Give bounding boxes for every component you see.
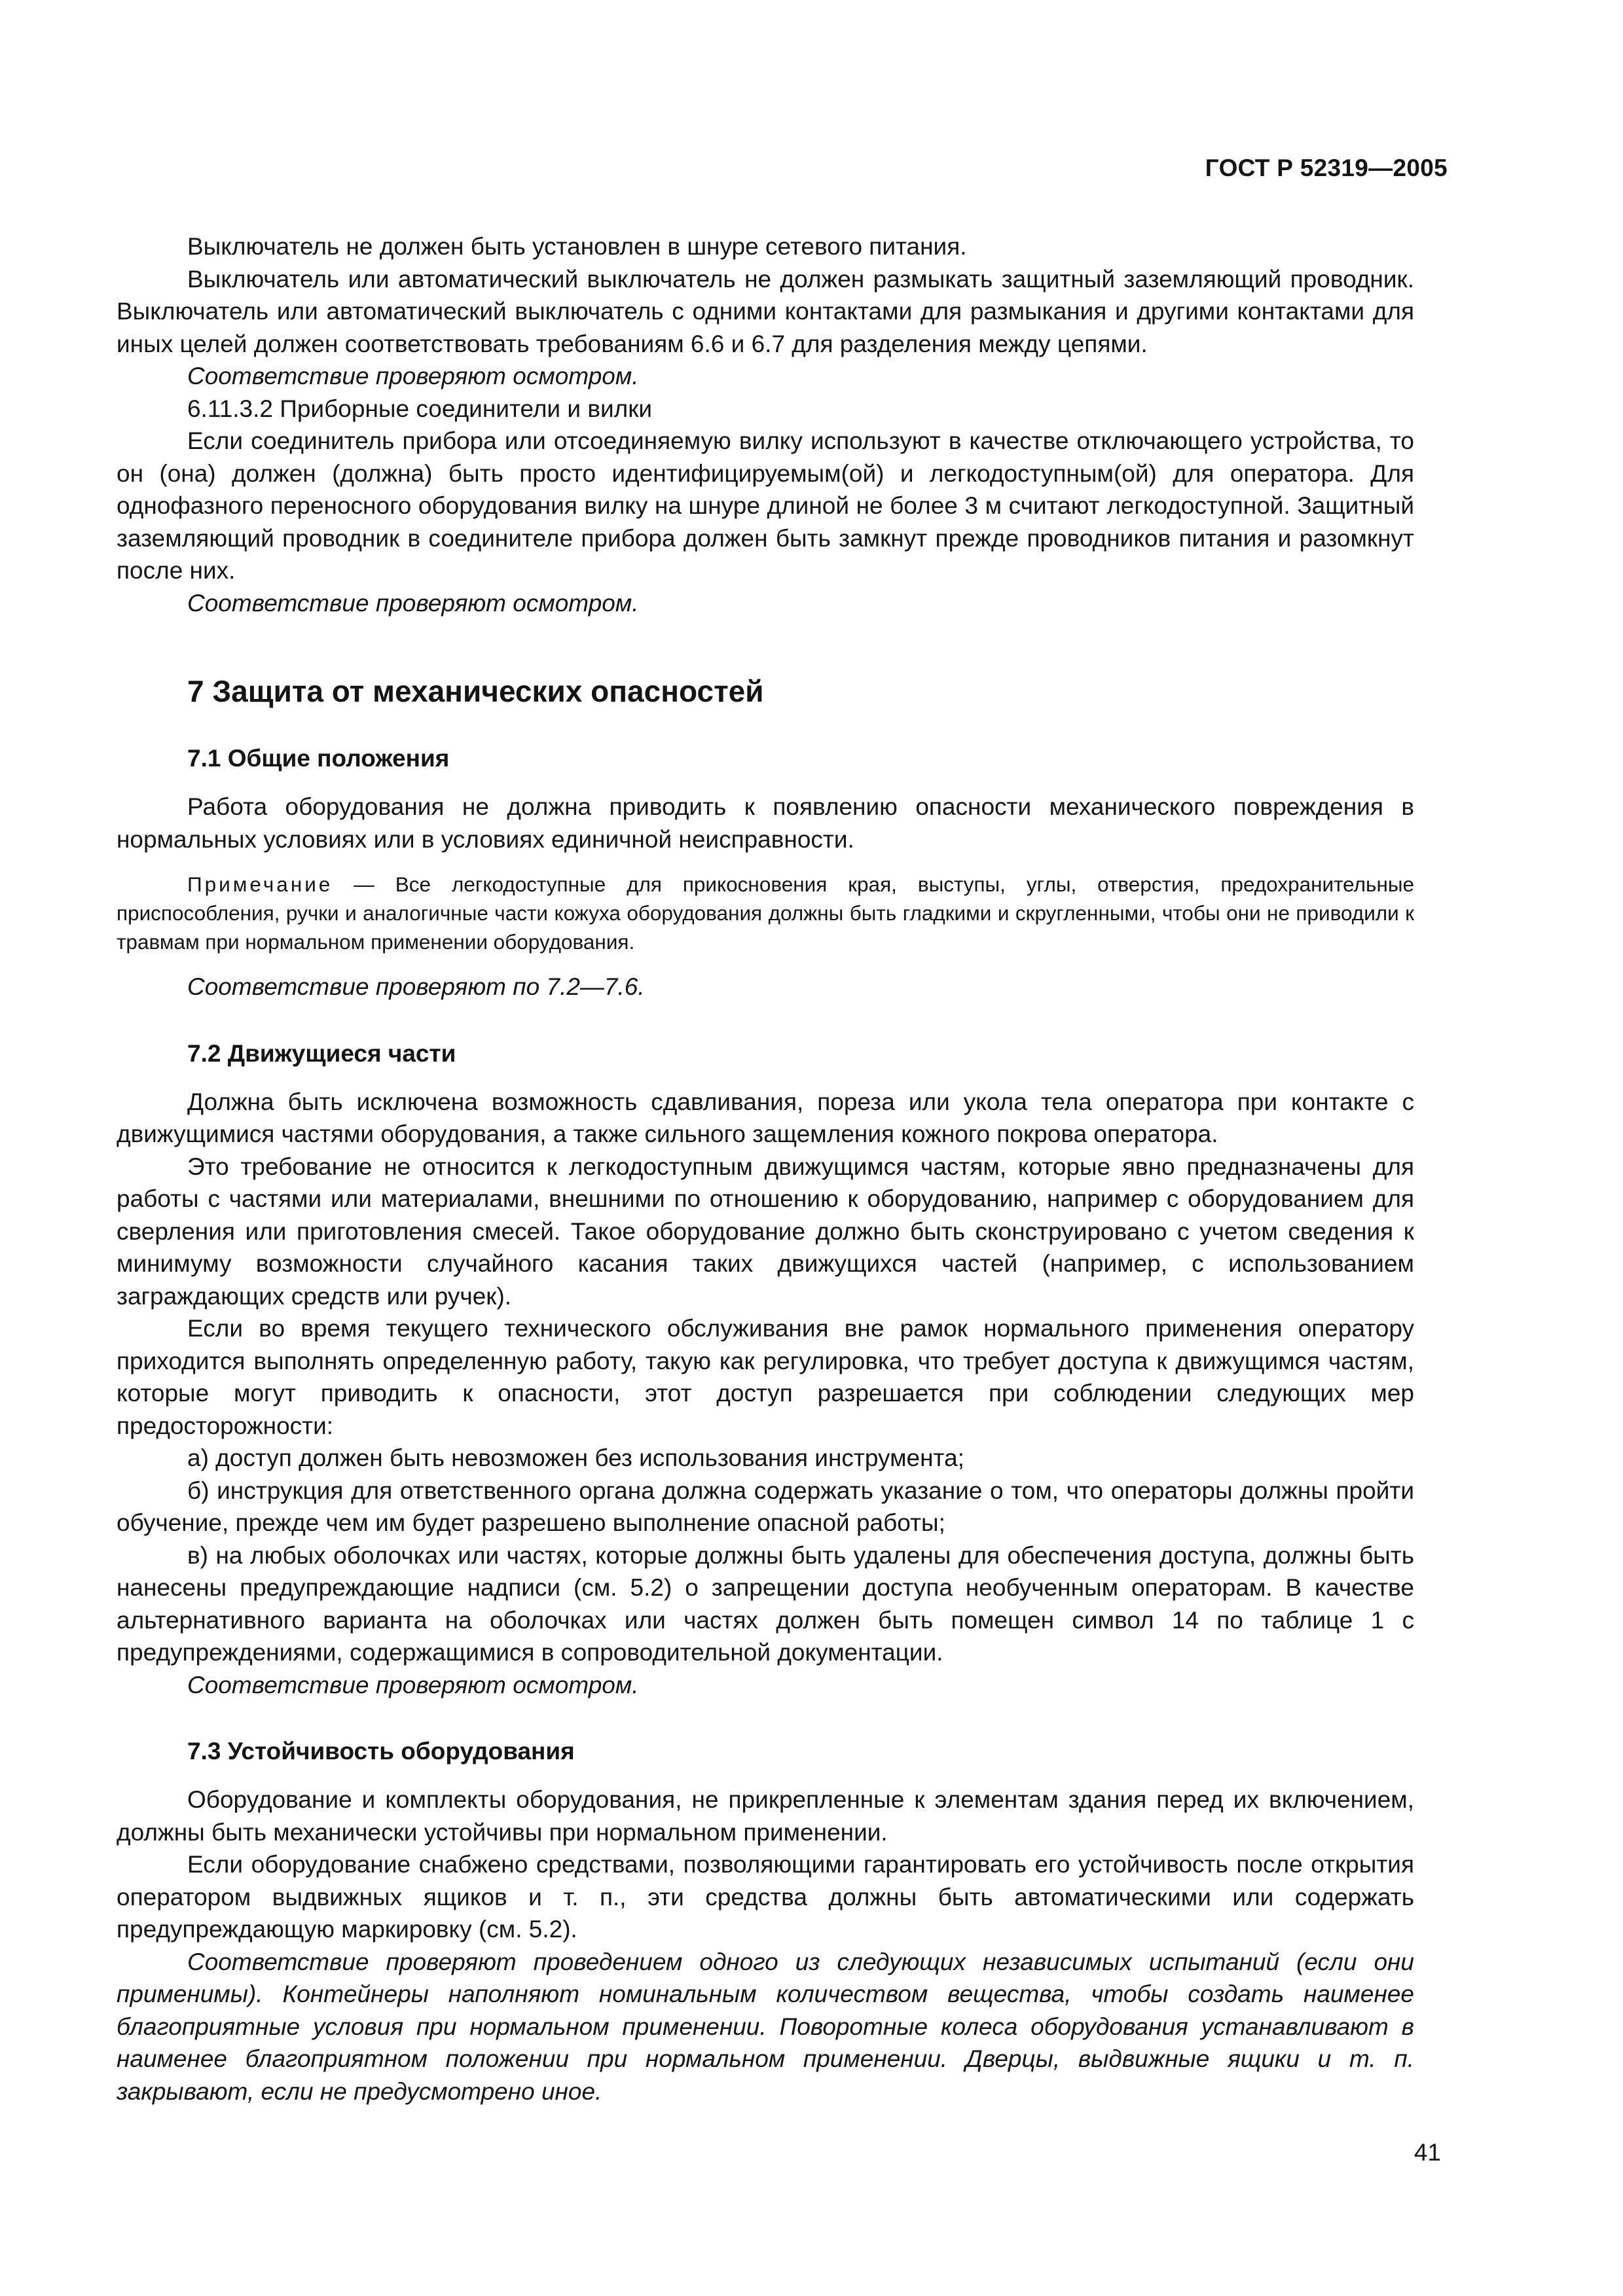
body-paragraph: Выключатель или автоматический выключатель не должен размыкать защитный заземляющий проводник. Выключатель или автоматический выключатель с одними контактами для размыкания и другими контактами для иных целей должен соответствовать требованиям 6.6 и 6.7 для разделения между цепями.: [117, 265, 1414, 357]
body-paragraph: Оборудование и комплекты оборудования, не прикрепленные к элементам здания перед их включением, должны быть механически устойчивы при нормальном применении.: [117, 1786, 1414, 1846]
note-text: — Все легкодоступные для прикосновения края, выступы, углы, отверстия, предохранительные приспособления, ручки и аналогичные части кожуха оборудования должны быть гладкими и скругленными, чтобы они не приводили к травмам при нормальном применении оборудования.: [117, 872, 1414, 954]
body-paragraph: Работа оборудования не должна приводить к появлению опасности механического повреждения в нормальных условиях или в условиях единичной неисправности.: [117, 793, 1414, 853]
body-paragraph: в) на любых оболочках или частях, которые должны быть удалены для обеспечения доступа, должны быть нанесены предупреждающие надписи (см. 5.2) о запрещении доступа необученным операторам. В качестве альтернативного варианта на оболочках или частях должен быть помещен символ 14 по таблице 1 с предупреждениями, содержащимися в сопроводительной документации.: [117, 1541, 1414, 1666]
compliance-paragraph: Соответствие проверяют осмотром.: [187, 363, 639, 389]
body-paragraph: а) доступ должен быть невозможен без использования инструмента;: [187, 1444, 964, 1471]
body-paragraph: Если оборудование снабжено средствами, позволяющими гарантировать его устойчивость после открытия оператором выдвижных ящиков и т. п., эти средства должны быть автоматическими или содержать предупреждающую маркировку (см. 5.2).: [117, 1851, 1414, 1943]
body-paragraph: 6.11.3.2 Приборные соединители и вилки: [187, 395, 653, 422]
standard-code-header: ГОСТ Р 52319—2005: [1205, 154, 1448, 181]
subsection-heading: 7.3 Устойчивость оборудования: [187, 1738, 575, 1765]
note-label: Примечание: [187, 872, 333, 896]
note-paragraph: [117, 870, 1414, 956]
compliance-paragraph: Соответствие проверяют по 7.2—7.6.: [187, 973, 645, 1000]
compliance-paragraph: Соответствие проверяют проведением одного из следующих независимых испытаний (если они применимы). Контейнеры наполняют номинальным количеством вещества, чтобы создать наименее благоприятные условия при нормальном применении. Поворотные колеса оборудования устанавливают в наименее благоприятном положении при нормальном применении. Дверцы, выдвижные ящики и т. п. закрывают, если не предусмотрено иное.: [117, 1948, 1414, 2105]
subsection-heading: 7.2 Движущиеся части: [187, 1039, 456, 1067]
page-number: 41: [1413, 2139, 1441, 2166]
document-body: [117, 230, 1414, 2108]
section-heading: 7 Защита от механических опасностей: [187, 674, 764, 708]
subsection-heading: 7.1 Общие положения: [187, 745, 450, 772]
body-paragraph: Должна быть исключена возможность сдавливания, пореза или укола тела оператора при контакте с движущимися частями оборудования, а также сильного защемления кожного покрова оператора.: [117, 1088, 1414, 1147]
compliance-paragraph: Соответствие проверяют осмотром.: [187, 589, 639, 617]
body-paragraph: Это требование не относится к легкодоступным движущимся частям, которые явно предназначены для работы с частями или материалами, внешними по отношению к оборудованию, например с оборудованием для сверления или приготовления смесей. Такое оборудование должно быть сконструировано с учетом сведения к минимуму возможности случайного касания таких движущихся частей (например, с использованием заграждающих средств или ручек).: [117, 1153, 1414, 1310]
body-paragraph: б) инструкция для ответственного органа должна содержать указание о том, что операторы должны пройти обучение, прежде чем им будет разрешено выполнение опасной работы;: [117, 1477, 1414, 1536]
compliance-paragraph: Соответствие проверяют осмотром.: [187, 1671, 639, 1698]
body-paragraph: Если во время текущего технического обслуживания вне рамок нормального применения оператору приходится выполнять определенную работу, такую как регулировка, что требует доступа к движущимся частям, которые могут приводить к опасности, этот доступ разрешается при соблюдении следующих мер предосторожности:: [117, 1315, 1414, 1439]
body-paragraph: Если соединитель прибора или отсоединяемую вилку используют в качестве отключающего устройства, то он (она) должен (должна) быть просто идентифицируемым(ой) и легкодоступным(ой) для оператора. Для однофазного переносного оборудования вилку на шнуре длиной не более 3 м считают легкодоступной. Защитный заземляющий проводник в соединителе прибора должен быть замкнут прежде проводников питания и разомкнут после них.: [117, 427, 1414, 584]
body-paragraph: Выключатель не должен быть установлен в шнуре сетевого питания.: [187, 233, 967, 260]
